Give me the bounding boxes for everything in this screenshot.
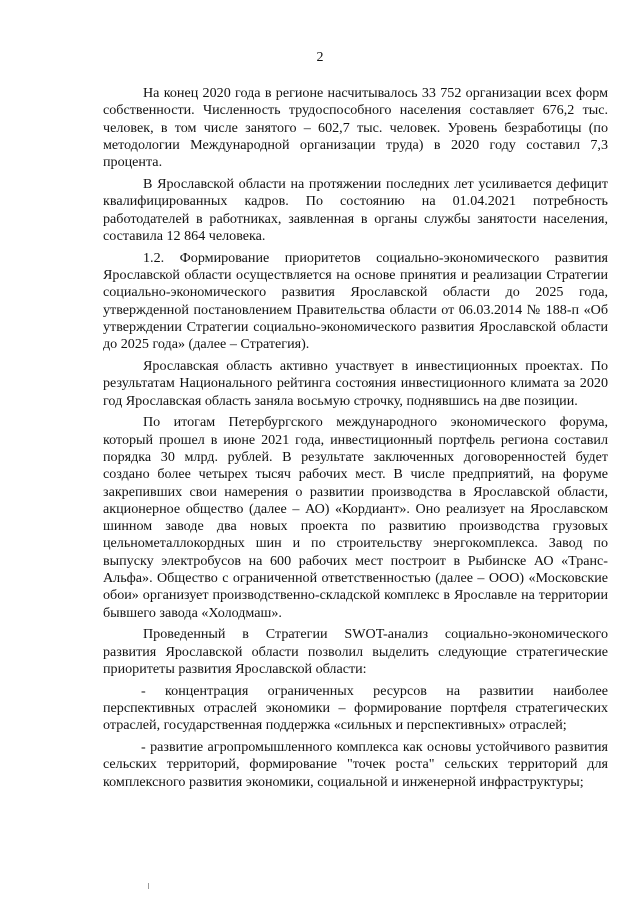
page-number: 2	[316, 50, 324, 65]
paragraph-investment-rating: Ярославская область активно участвует в инвестиционных проектах. По результатам Национального рейтинга состояния инвестиционного климата за 2020 год Ярославская область заняла восьмую строчку, поднявшись на две позиции.	[103, 357, 608, 409]
paragraph-strategy: 1.2. Формирование приоритетов социально-экономического развития Ярославской области осуществляется на основе принятия и реализации Стратегии социально-экономического развития Ярославской области до 2025 года, утвержденной постановлением Правительства области от 06.03.2014 № 188-п «Об утверждении Стратегии социально-экономического развития Ярославской области до 2025 года» (далее – Стратегия).	[103, 249, 608, 353]
paragraph-swot-analysis: Проведенный в Стратегии SWOT-анализ социально-экономического развития Ярославской области позволил выделить следующие стратегические приоритеты развития Ярославской области:	[103, 626, 608, 677]
paragraph-economic-forum: По итогам Петербургского международного экономического форума, который прошел в июне 2021 года, инвестиционный портфель региона составил порядка 30 млрд. рублей. В результате заключенных договоренностей будет создано более четырех тысяч рабочих мест. В числе предприятий, на форуме закрепивших свои намерения о развитии производства в Ярославской области, акционерное общество (далее – АО) «Кордиант». Оно реализует на Ярославском шинном заводе два новых проекта по развитию производства грузовых цельнометаллокордных шин и по строительству энергокомплекса. Завод по выпуску электробусов на 600 рабочих мест построит в Рыбинске АО «Транс-Альфа». Общество с ограниченной ответственностью (далее – ООО) «Московские обои» организует производственно-складской комплекс в Ярославле на территории бывшего завода «Холодмаш».	[103, 414, 608, 621]
document-body	[103, 85, 608, 796]
paragraph-personnel-deficit: В Ярославской области на протяжении последних лет усиливается дефицит квалифицированных кадров. По состоянию на 01.04.2021 потребность работодателей в работниках, заявленная в органы службы занятости населения, составила 12 864 человека.	[103, 175, 608, 244]
paragraph-organizations: На конец 2020 года в регионе насчитывалось 33 752 организации всех форм собственности. Численность трудоспособного населения составляет 676,2 тыс. человек, в том числе занятого – 602,7 тыс. человек. Уровень безработицы (по методологии Международной организации труда) в 2020 году составил 7,3 процента.	[103, 85, 608, 171]
list-item: - концентрация ограниченных ресурсов на развитии наиболее перспективных отраслей экономики – формирование портфеля стратегических отраслей, государственная поддержка «сильных и перспективных» отраслей;	[103, 682, 608, 734]
list-item: - развитие агропромышленного комплекса как основы устойчивого развития сельских территорий, формирование "точек роста" сельских территорий для комплексного развития экономики, социальной и инженерной инфраструктуры;	[103, 739, 608, 790]
scan-mark	[148, 883, 149, 889]
